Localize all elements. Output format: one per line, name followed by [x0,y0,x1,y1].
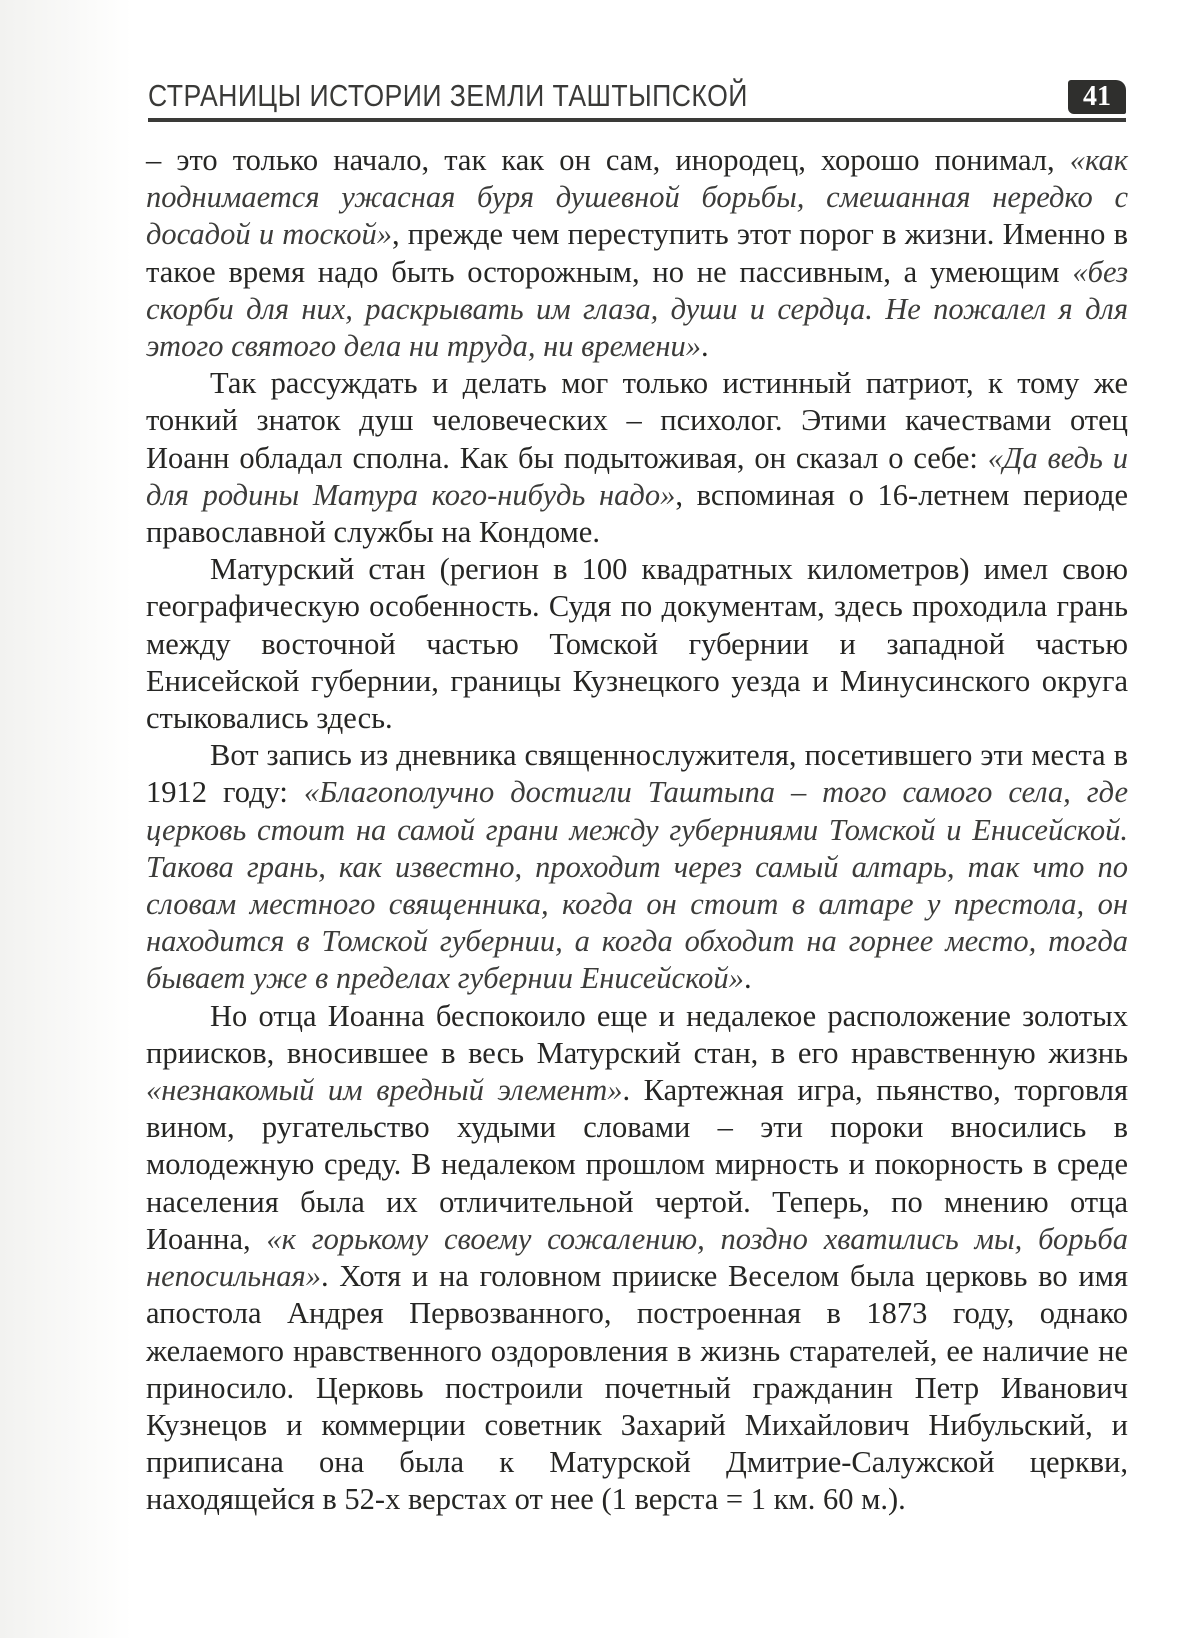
paragraph [146,142,1128,365]
text-run: . [743,961,752,996]
paragraph [146,365,1128,551]
text-run: – это только начало, так как он сам, инородец, хорошо понимал, [146,143,1070,177]
quoted-text: «без скорби для них, раскрывать им глаза, души и сердца. Не пожалел я для этого святого дела ни труда, ни времени» [146,254,1128,364]
paragraph [146,737,1128,997]
body-text [146,142,1128,1519]
text-run: . Картежная игра, пьянство, торговля вином, ругательство худыми словами – эти пороки вносились в молодежную среду. В недалеком прошлом мирность и покорность в среде населения была их отличительной чертой. Теперь, по мнению отца Иоанна, [146,1073,1129,1256]
quoted-text: «к горькому своему сожалению, поздно хватились мы, борьба непосильная» [146,1221,1128,1294]
text-run: Так рассуждать и делать мог только истинный патриот, к тому же тонкий знаток душ человеческих – психолог. Этими качествами отец Иоанн обладал сполна. Как бы подытоживая, он сказал о себе: [146,366,1128,475]
text-run: . Хотя и на головном прииске Веселом была церковь во имя апостола Андрея Первозванного, построенная в 1873 году, однако желаемого нравственного оздоровления в жизнь старателей, ее наличие не приносило. Церковь построили почетный гражданин Петр Иванович Кузнецов и коммерции советник Захарий Михайлович Нибульский, и приписана она была к Матурской Дмитрие-Салужской церкви, находящейся в 52-х верстах от нее (1 верста = 1 км. 60 м.). [146,1259,1128,1517]
page-number: 41 [1068,80,1126,114]
text-run: . [701,329,709,364]
text-run: Вот запись из дневника священнослужителя, посетившего эти места в 1912 году: [146,738,1128,810]
page-gutter-shadow [0,0,132,1638]
quoted-text: «Благополучно достигли Таштыпа – того самого села, где церковь стоит на самой грани между губерниями Томской и Енисейской. Такова грань, как известно, проходит через самый алтарь, так что по словам местного священника, когда он стоит в алтаре у престола, он находится в Томской губернии, а когда обходит на горнее место, тогда бывает уже в пределах губернии Енисейской» [146,775,1128,996]
paragraph [146,551,1128,737]
text-run: , вспоминая о 16-летнем периоде православной службы на Кондоме. [146,477,1128,550]
header-rule [148,118,1126,122]
running-header-title: СТРАНИЦЫ ИСТОРИИ ЗЕМЛИ ТАШТЫПСКОЙ [148,78,748,113]
text-run: Но отца Иоанна беспокоило еще и недалекое расположение золотых приисков, вносившее в весь Матурский стан, в его нравственную жизнь [146,998,1128,1070]
quoted-text: «незнакомый им вредный элемент» [146,1073,623,1108]
paragraph [146,998,1128,1519]
quoted-text: «как поднимается ужасная буря душевной борьбы, смешанная нередко с досадой и тоской» [146,143,1128,252]
quoted-text: «Да ведь и для родины Матура кого-нибудь надо» [146,440,1128,512]
text-run: Матурский стан (регион в 100 квадратных километров) имел свою географическую особенность. Судя по документам, здесь проходила грань между восточной частью Томской губернии и западной частью Енисейской губернии, границы Кузнецкого уезда и Минусинского округа стыковались здесь. [146,552,1128,736]
text-run: , прежде чем переступить этот порог в жизни. Именно в такое время надо быть осторожным, но не пассивным, а умеющим [146,217,1128,289]
running-header [148,78,1126,120]
